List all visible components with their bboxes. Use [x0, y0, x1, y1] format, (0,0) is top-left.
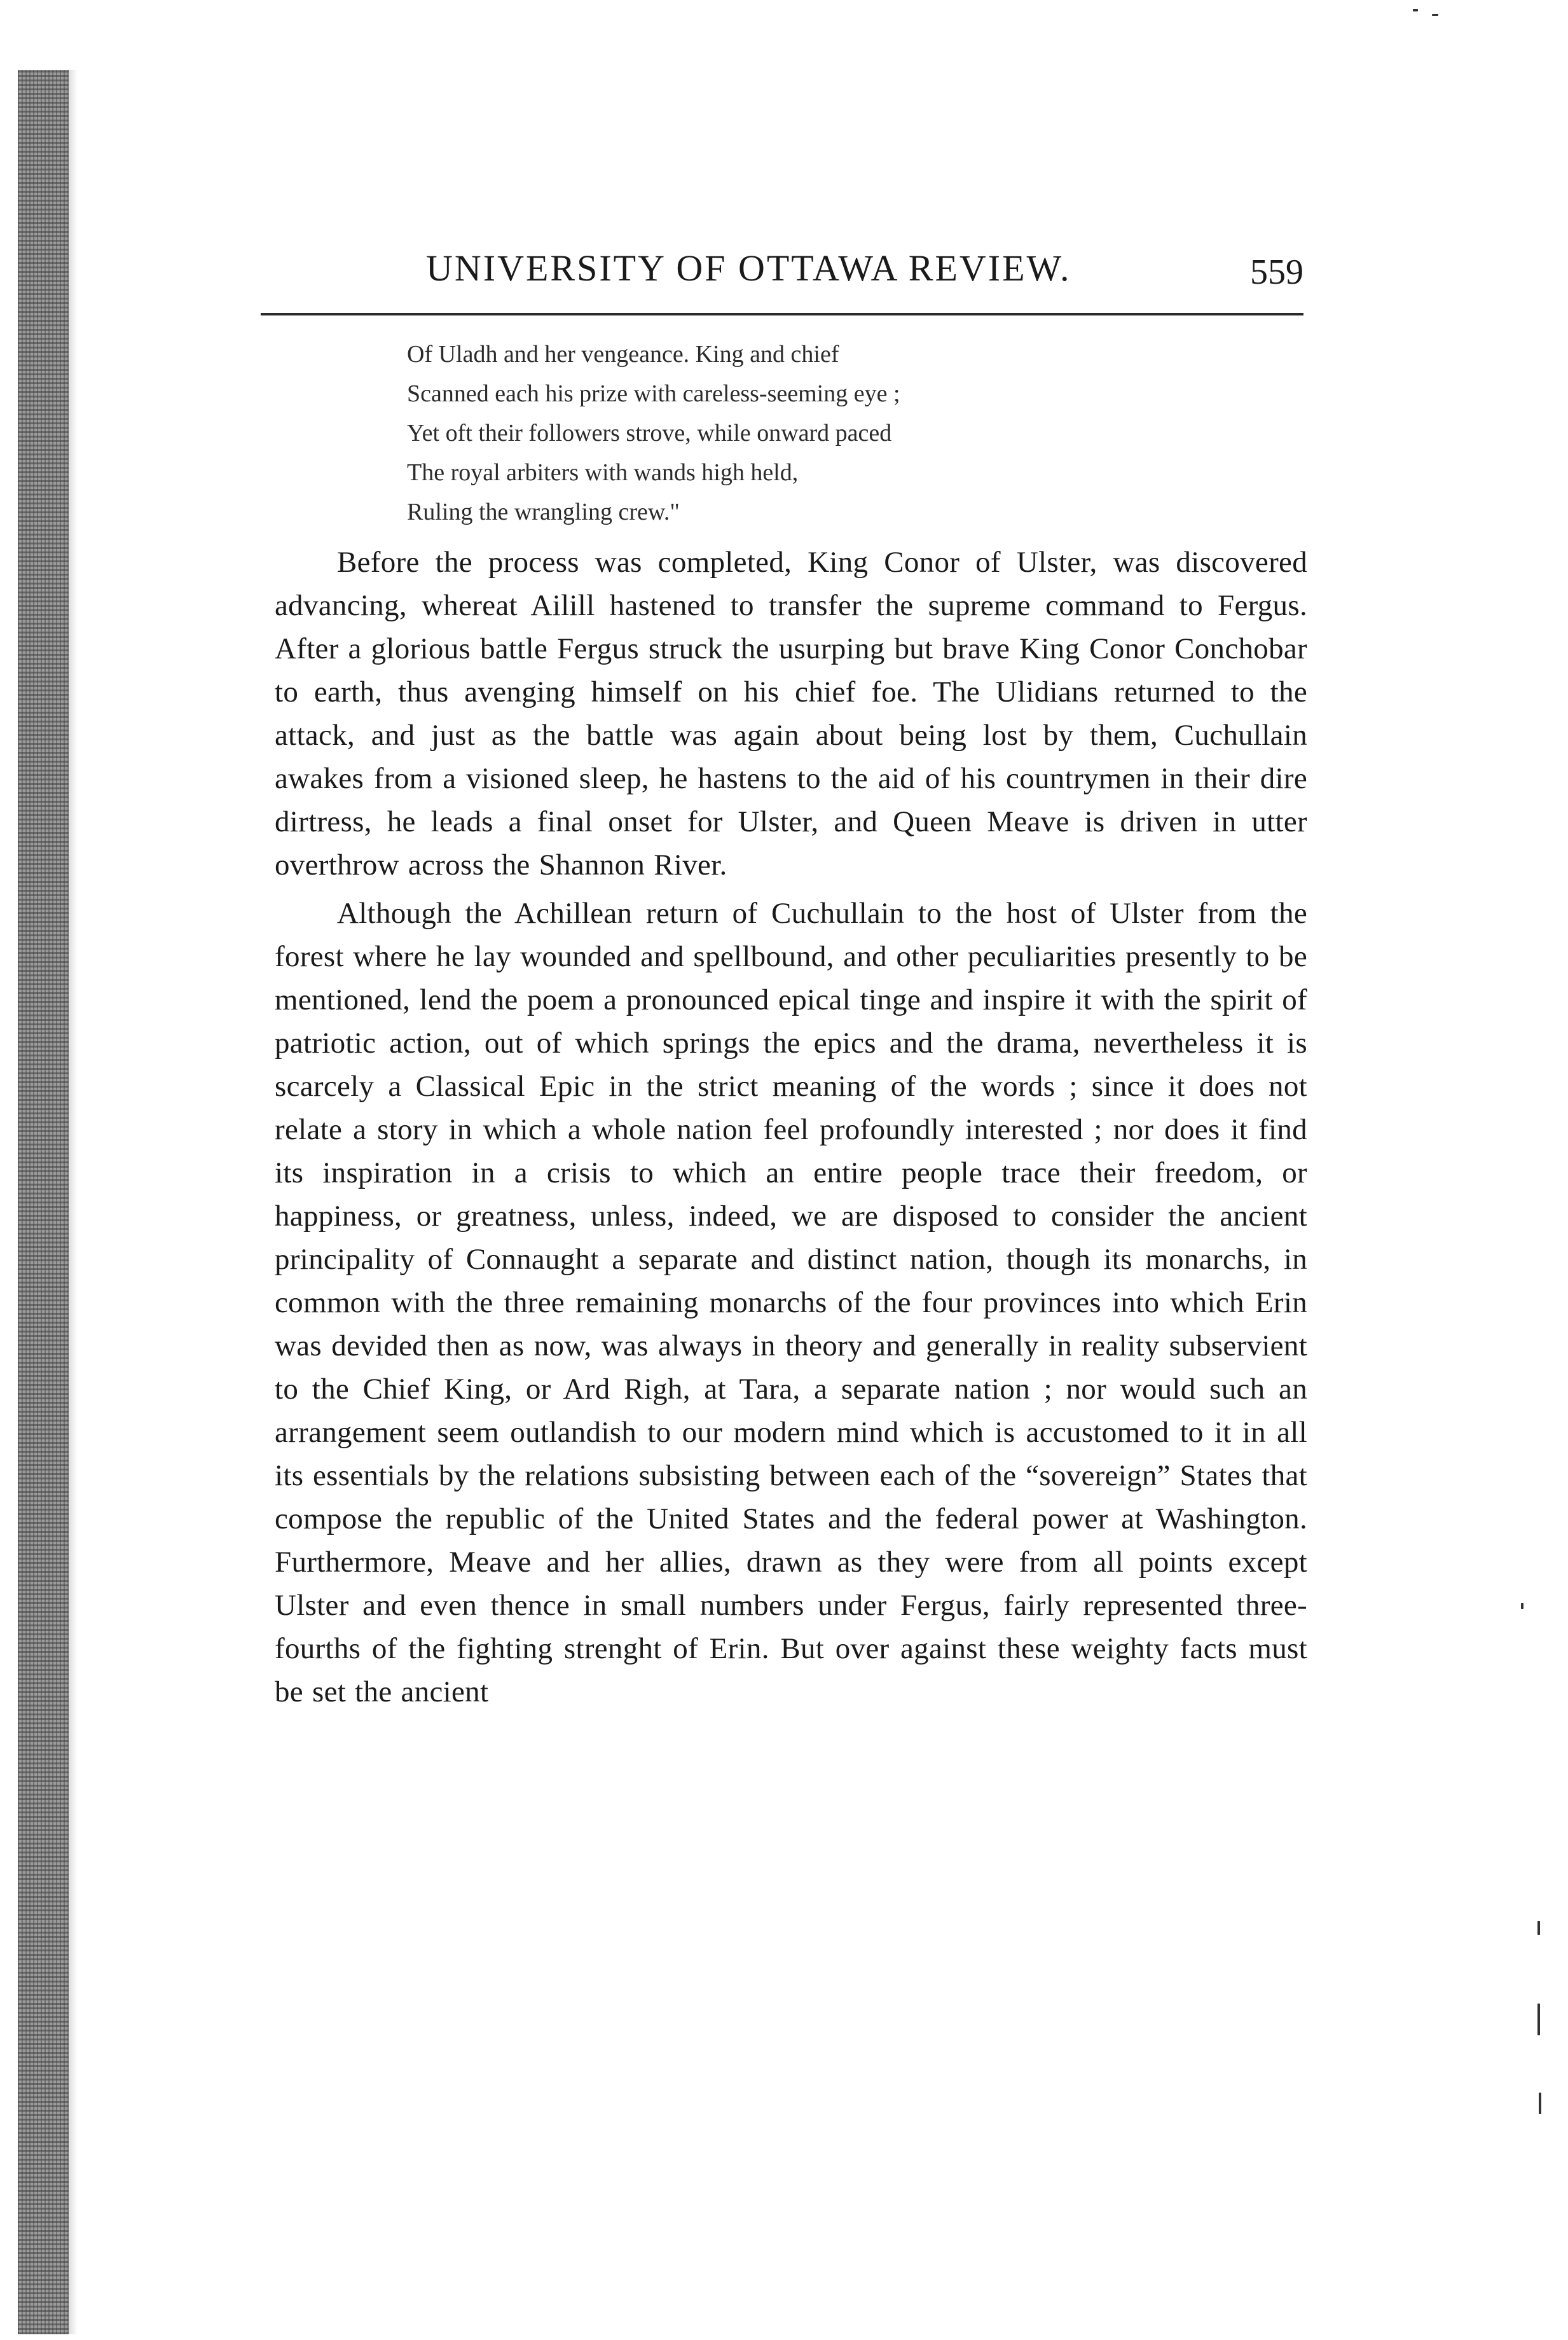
verse-line: Yet oft their followers strove, while onward paced: [407, 420, 892, 447]
paragraph: Although the Achillean return of Cuchullain to the host of Ulster from the forest where he lay wounded and spellbound, and other peculiarities presently to be mentioned, lend the poem a pronounced epical tinge and inspire it with the spirit of patriotic action, out of which springs the epics and the drama, nevertheless it is scarcely a Classical Epic in the strict meaning of the words ; since it does not relate a story in which a whole nation feel profoundly interested ; nor does it find its inspiration in a crisis to which an entire people trace their freedom, or happiness, or greatness, unless, indeed, we are disposed to consider the ancient principality of Connaught a separate and distinct nation, though its monarchs, in common with the three remaining monarchs of the four provinces into which Erin was devided then as now, was always in theory and generally in reality subservient to the Chief King, or Ard Righ, at Tara, a separate nation ; nor would such an arrangement seem outlandish to our modern mind which is accustomed to it in all its essentials by the relations subsisting between each of the “sovereign” States that compose the republic of the United States and the federal power at Washington. Furthermore, Meave and her allies, drawn as they were from all points except Ulster and even thence in small numbers under Fergus, fairly represented three-fourths of the fighting strenght of Erin. But over against these weighty facts must be set the ancient: [275, 897, 1307, 1708]
verse-line: Scanned each his prize with careless-seeming eye ;: [407, 380, 900, 407]
paragraph: Before the process was completed, King Conor of Ulster, was discovered advancing, whereat Ailill hastened to transfer the supreme command to Fergus. After a glorious battle Fergus struck the usurping but brave King Conor Conchobar to earth, thus avenging himself on his chief foe. The Ulidians returned to the attack, and just as the battle was again about being lost by them, Cuchullain awakes from a visioned sleep, he hastens to the aid of his countrymen in their dire dirtress, he leads a final onset for Ulster, and Queen Meave is driven in utter overthrow across the Shannon River.: [275, 546, 1307, 882]
scan-speck: [1539, 2093, 1541, 2114]
header-rule: [261, 313, 1303, 315]
running-title: UNIVERSITY OF OTTAWA REVIEW.: [426, 247, 1071, 289]
page-number: 559: [1250, 253, 1303, 292]
body-text: [275, 541, 1307, 1713]
verse-quotation: [407, 335, 1234, 532]
scan-speck: [1413, 9, 1418, 11]
verse-line: Ruling the wrangling crew.": [407, 499, 680, 525]
verse-line: The royal arbiters with wands high held,: [407, 459, 799, 486]
verse-line: Of Uladh and her vengeance. King and chief: [407, 341, 839, 368]
running-header: [273, 247, 1303, 291]
scan-speck: [1432, 14, 1438, 16]
scan-speck: [1521, 1603, 1523, 1609]
scan-speck: [1537, 2004, 1540, 2035]
scan-speck: [1537, 1921, 1540, 1935]
scanned-binding-edge: [18, 70, 69, 2334]
